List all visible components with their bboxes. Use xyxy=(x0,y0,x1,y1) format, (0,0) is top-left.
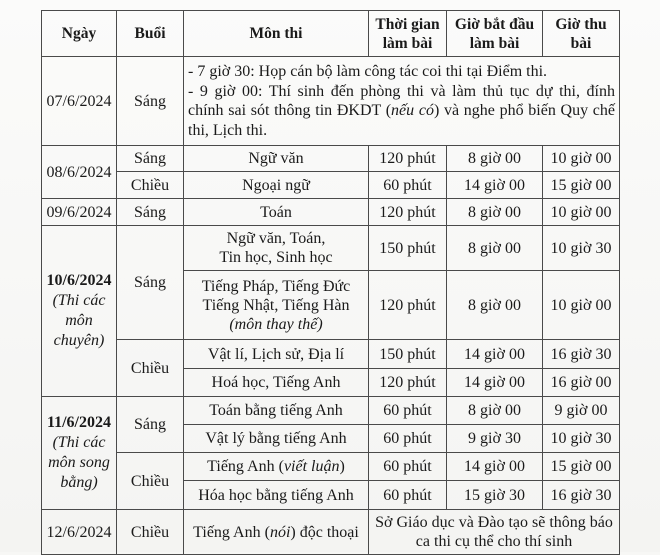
subject-cell xyxy=(184,510,369,555)
duration-cell: 60 phút xyxy=(369,425,447,453)
end-time-cell: 10 giờ 00 xyxy=(543,146,620,172)
instruction-line xyxy=(188,82,615,141)
session-cell: Sáng xyxy=(117,397,184,453)
text: Tiếng Anh ( xyxy=(193,523,270,541)
duration-cell: 120 phút xyxy=(369,369,447,397)
header-duration: Thời gian làm bài xyxy=(369,11,447,57)
end-time-cell: 10 giờ 00 xyxy=(543,271,620,340)
duration-cell: 120 phút xyxy=(369,199,447,226)
subject-line: Tiếng Pháp, Tiếng Đức xyxy=(201,277,351,295)
date-cell: 09/6/2024 xyxy=(42,199,117,226)
header-row xyxy=(42,11,620,57)
session-cell: Sáng xyxy=(117,57,184,146)
exam-schedule-table xyxy=(41,10,620,555)
subject-cell: Ngữ văn xyxy=(184,146,369,172)
table-row xyxy=(42,172,620,199)
session-cell: Sáng xyxy=(117,199,184,226)
header-session: Buổi xyxy=(117,11,184,57)
end-time-cell: 10 giờ 30 xyxy=(543,425,620,453)
table-row xyxy=(42,146,620,172)
header-start-time: Giờ bắt đầu làm bài xyxy=(447,11,543,57)
end-time-cell: 10 giờ 00 xyxy=(543,199,620,226)
text: ) xyxy=(339,458,345,475)
end-time-cell: 16 giờ 30 xyxy=(543,340,620,369)
session-cell: Sáng xyxy=(117,146,184,172)
text: - 9 giờ 00: Thí sinh đến phòng thi và làm thủ tục dự thi, đính chính sai sót thông tin ĐKDT ( xyxy=(188,82,615,119)
table-row xyxy=(42,397,620,425)
table-row xyxy=(42,453,620,481)
duration-cell: 150 phút xyxy=(369,226,447,271)
duration-cell: 60 phút xyxy=(369,453,447,481)
subject-cell: Toán xyxy=(184,199,369,226)
text-italic: nói xyxy=(269,523,291,541)
start-time-cell: 8 giờ 00 xyxy=(447,271,543,340)
start-time-cell: 14 giờ 00 xyxy=(447,172,543,199)
subject-cell: Toán bằng tiếng Anh xyxy=(184,397,369,425)
subject-cell: Ngoại ngữ xyxy=(184,172,369,199)
start-time-cell: 8 giờ 00 xyxy=(447,226,543,271)
date-text: 10/6/2024 xyxy=(46,272,112,289)
date-cell: 12/6/2024 xyxy=(42,510,117,555)
table-row xyxy=(42,340,620,369)
table-row xyxy=(42,57,620,146)
date-note: (Thi các môn song bằng) xyxy=(48,434,110,491)
header-date: Ngày xyxy=(42,11,117,57)
start-time-cell: 14 giờ 00 xyxy=(447,369,543,397)
session-cell: Sáng xyxy=(117,226,184,340)
header-subject: Môn thi xyxy=(184,11,369,57)
subject-cell xyxy=(184,226,369,271)
subject-cell xyxy=(184,271,369,340)
duration-cell: 120 phút xyxy=(369,271,447,340)
duration-cell: 150 phút xyxy=(369,340,447,369)
session-cell: Chiều xyxy=(117,453,184,510)
subject-cell: Hoá học, Tiếng Anh xyxy=(184,369,369,397)
start-time-cell: 14 giờ 00 xyxy=(447,453,543,481)
end-time-cell: 16 giờ 00 xyxy=(543,369,620,397)
date-cell: 07/6/2024 xyxy=(42,57,117,146)
end-time-cell: 10 giờ 30 xyxy=(543,226,620,271)
text-italic: viết luận xyxy=(283,458,340,475)
session-cell: Chiều xyxy=(117,172,184,199)
subject-line: Ngữ văn, Toán, xyxy=(226,230,326,247)
announcement-cell: Sở Giáo dục và Đào tạo sẽ thông báo ca thi cụ thể cho thí sinh xyxy=(369,510,620,555)
end-time-cell: 16 giờ 30 xyxy=(543,481,620,510)
date-cell xyxy=(42,226,117,397)
duration-cell: 120 phút xyxy=(369,146,447,172)
instructions-cell xyxy=(184,57,620,146)
text: Tiếng Anh ( xyxy=(207,458,284,475)
date-cell xyxy=(42,397,117,510)
duration-cell: 60 phút xyxy=(369,172,447,199)
session-cell: Chiều xyxy=(117,340,184,397)
end-time-cell: 15 giờ 00 xyxy=(543,453,620,481)
table-row xyxy=(42,199,620,226)
instruction-line: - 7 giờ 30: Họp cán bộ làm công tác coi thi tại Điểm thi. xyxy=(188,63,548,80)
subject-line: Tin học, Sinh học xyxy=(219,249,333,266)
start-time-cell: 15 giờ 30 xyxy=(447,481,543,510)
duration-cell: 60 phút xyxy=(369,481,447,510)
subject-cell: Vật lý bằng tiếng Anh xyxy=(184,425,369,453)
end-time-cell: 9 giờ 00 xyxy=(543,397,620,425)
subject-cell xyxy=(184,453,369,481)
date-note: (Thi các môn chuyên) xyxy=(52,292,106,349)
table-row xyxy=(42,510,620,555)
header-end-time: Giờ thu bài xyxy=(543,11,620,57)
table-row xyxy=(42,226,620,271)
text: ) độc thoại xyxy=(290,523,359,541)
text-italic: nếu có xyxy=(391,102,434,119)
start-time-cell: 9 giờ 30 xyxy=(447,425,543,453)
end-time-cell: 15 giờ 00 xyxy=(543,172,620,199)
subject-line: Tiếng Nhật, Tiếng Hàn xyxy=(202,296,350,314)
date-text: 11/6/2024 xyxy=(46,414,111,431)
subject-cell: Hóa học bằng tiếng Anh xyxy=(184,481,369,510)
start-time-cell: 14 giờ 00 xyxy=(447,340,543,369)
start-time-cell: 8 giờ 00 xyxy=(447,146,543,172)
start-time-cell: 8 giờ 00 xyxy=(447,199,543,226)
session-cell: Chiều xyxy=(117,510,184,555)
text: ) và nghe phổ biến Quy chế thi, Lịch thi. xyxy=(188,102,615,139)
duration-cell: 60 phút xyxy=(369,397,447,425)
subject-note: (môn thay thế) xyxy=(229,315,323,333)
start-time-cell: 8 giờ 00 xyxy=(447,397,543,425)
subject-cell: Vật lí, Lịch sử, Địa lí xyxy=(184,340,369,369)
date-cell: 08/6/2024 xyxy=(42,146,117,199)
